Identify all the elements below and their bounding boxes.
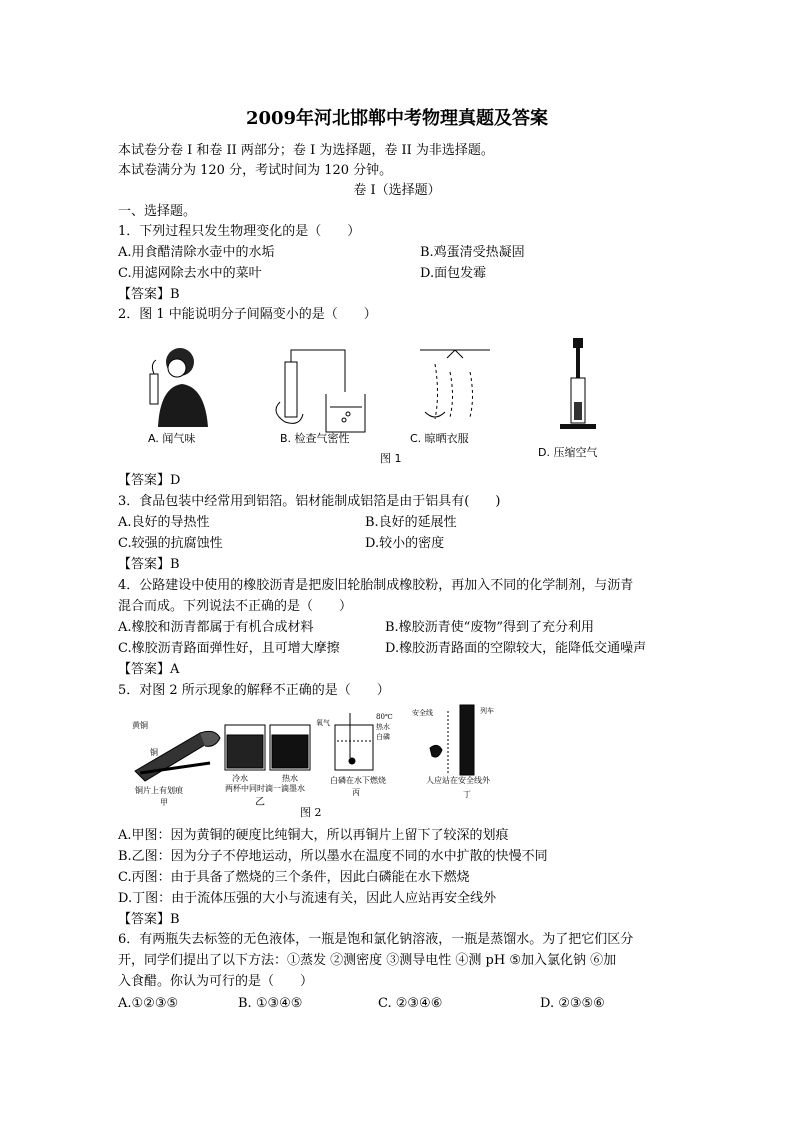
q2-answer: 【答案】D: [118, 473, 181, 488]
q6-stem-line-3: 入食醋。你认为可行的是（ ）: [118, 974, 314, 989]
fig2-yi: 乙: [255, 797, 265, 808]
q4-option-d: D.橡胶沥青路面的空隙较大，能降低交通噪声: [385, 641, 647, 656]
q3-option-b: B.良好的延展性: [365, 515, 457, 530]
fig2-ding-caption: 人应站在安全线外: [426, 776, 490, 785]
q3-option-d: D.较小的密度: [365, 536, 445, 551]
q1-option-a: A.用食醋清除水壶中的水垢: [118, 245, 275, 260]
figure-1-syringe-illustration: [560, 338, 596, 429]
fig2-bing-label-1: 氧气: [316, 719, 330, 727]
fig2-bing: 丙: [352, 788, 360, 797]
q6-stem-line-1: 6．有两瓶失去标签的无色液体，一瓶是饱和氯化钠溶液，一瓶是蒸馏水。为了把它们区分: [118, 932, 634, 947]
page-title: 2009年河北邯郸中考物理真题及答案: [245, 108, 549, 129]
q5-option-d: D.丁图：由于流体压强的大小与流速有关，因此人应站再安全线外: [118, 891, 497, 906]
fig2-ding-label-2: 列车: [480, 707, 494, 715]
fig2-bing-caption: 白磷在水下燃烧: [330, 776, 386, 785]
figure-1-drying-illustration: [420, 350, 490, 419]
q5-stem: 5．对图 2 所示现象的解释不正确的是（ ）: [118, 683, 390, 698]
fig2-jia: 甲: [160, 798, 168, 807]
q3-stem: 3．食品包装中经常用到铝箔。铝材能制成铝箔是由于铝具有( ): [118, 494, 501, 509]
section-title: 卷 I（选择题）: [353, 183, 441, 198]
figure-1-smell-illustration: [150, 348, 208, 427]
q3-answer: 【答案】B: [118, 557, 180, 572]
fig2-label: 图 2: [300, 806, 322, 819]
intro-line-2: 本试卷满分为 120 分，考试时间为 120 分钟。: [118, 163, 393, 178]
q1-option-b: B.鸡蛋清受热凝固: [420, 245, 525, 260]
q5-answer: 【答案】B: [118, 912, 180, 927]
fig2-yi-label-1: 冷水: [232, 774, 248, 783]
fig1-caption-c: C. 晾晒衣服: [410, 432, 469, 445]
q6-option-d: D. ②③⑤⑥: [540, 996, 605, 1011]
q4-option-a: A.橡胶和沥青都属于有机合成材料: [118, 620, 314, 635]
figure-1-airtightness-illustration: [276, 350, 365, 432]
q3-option-a: A.良好的导热性: [118, 515, 210, 530]
q5-option-c: C.丙图：由于具备了燃烧的三个条件，因此白磷能在水下燃烧: [118, 870, 470, 885]
q4-answer: 【答案】A: [118, 662, 180, 677]
fig2-jia-label-2: 铜: [150, 748, 158, 757]
figure-2-phosphorus-illustration: [335, 713, 373, 770]
figure-2-train-illustration: [430, 705, 474, 775]
fig2-ding-label-1: 安全线: [412, 709, 433, 717]
figure-2-beakers-illustration: [225, 725, 310, 770]
intro-line-1: 本试卷分卷 I 和卷 II 两部分；卷 I 为选择题，卷 II 为非选择题。: [118, 143, 494, 158]
fig2-yi-label-2: 热水: [282, 774, 298, 783]
q1-answer: 【答案】B: [118, 287, 180, 302]
fig2-jia-caption: 铜片上有划痕: [135, 786, 183, 795]
q4-option-c: C.橡胶沥青路面弹性好，且可增大摩擦: [118, 641, 340, 656]
q1-option-d: D.面包发霉: [420, 266, 487, 281]
q1-stem: 1．下列过程只发生物理变化的是（ ）: [118, 224, 361, 239]
fig2-ding: 丁: [463, 790, 471, 799]
fig1-caption-b: B. 检查气密性: [280, 432, 350, 445]
figure-2-scratch-illustration: [135, 731, 220, 781]
q6-option-b: B. ①③④⑤: [238, 996, 303, 1011]
q6-stem-line-2: 开，同学们提出了以下方法：①蒸发 ②测密度 ③测导电性 ④测 pH ⑤加入氯化钠 ⑥加: [118, 953, 617, 968]
q6-option-a: A.①②③⑤: [118, 996, 179, 1011]
fig1-caption-d: D. 压缩空气: [538, 446, 598, 459]
q5-option-b: B.乙图：因为分子不停地运动，所以墨水在温度不同的水中扩散的快慢不同: [118, 849, 548, 864]
q3-option-c: C.较强的抗腐蚀性: [118, 536, 223, 551]
q1-option-c: C.用滤网除去水中的菜叶: [118, 266, 262, 281]
fig2-yi-caption: 两杯中同时滴一滴墨水: [225, 784, 305, 793]
fig2-jia-label-1: 黄铜: [132, 721, 148, 730]
q4-stem-line-2: 混合而成。下列说法不正确的是（ ）: [118, 599, 353, 614]
part-title: 一、选择题。: [118, 204, 197, 219]
q2-stem: 2．图 1 中能说明分子间隔变小的是（ ）: [118, 307, 377, 322]
fig1-label: 图 1: [380, 452, 402, 465]
figure-1: [130, 332, 630, 472]
figure-2: [130, 703, 530, 823]
fig2-bing-label-2: 80℃: [376, 713, 393, 721]
q5-option-a: A.甲图：因为黄铜的硬度比纯铜大，所以再铜片上留下了较深的划痕: [118, 828, 509, 843]
fig2-bing-label-3: 热水: [376, 723, 390, 731]
q6-option-c: C. ②③④⑥: [378, 996, 443, 1011]
fig1-caption-a: A. 闻气味: [148, 432, 196, 445]
q4-stem-line-1: 4．公路建设中使用的橡胶沥青是把废旧轮胎制成橡胶粉，再加入不同的化学制剂，与沥青: [118, 578, 634, 593]
q4-option-b: B.橡胶沥青使“废物”得到了充分利用: [385, 620, 594, 635]
fig2-bing-label-4: 白磷: [376, 733, 390, 741]
